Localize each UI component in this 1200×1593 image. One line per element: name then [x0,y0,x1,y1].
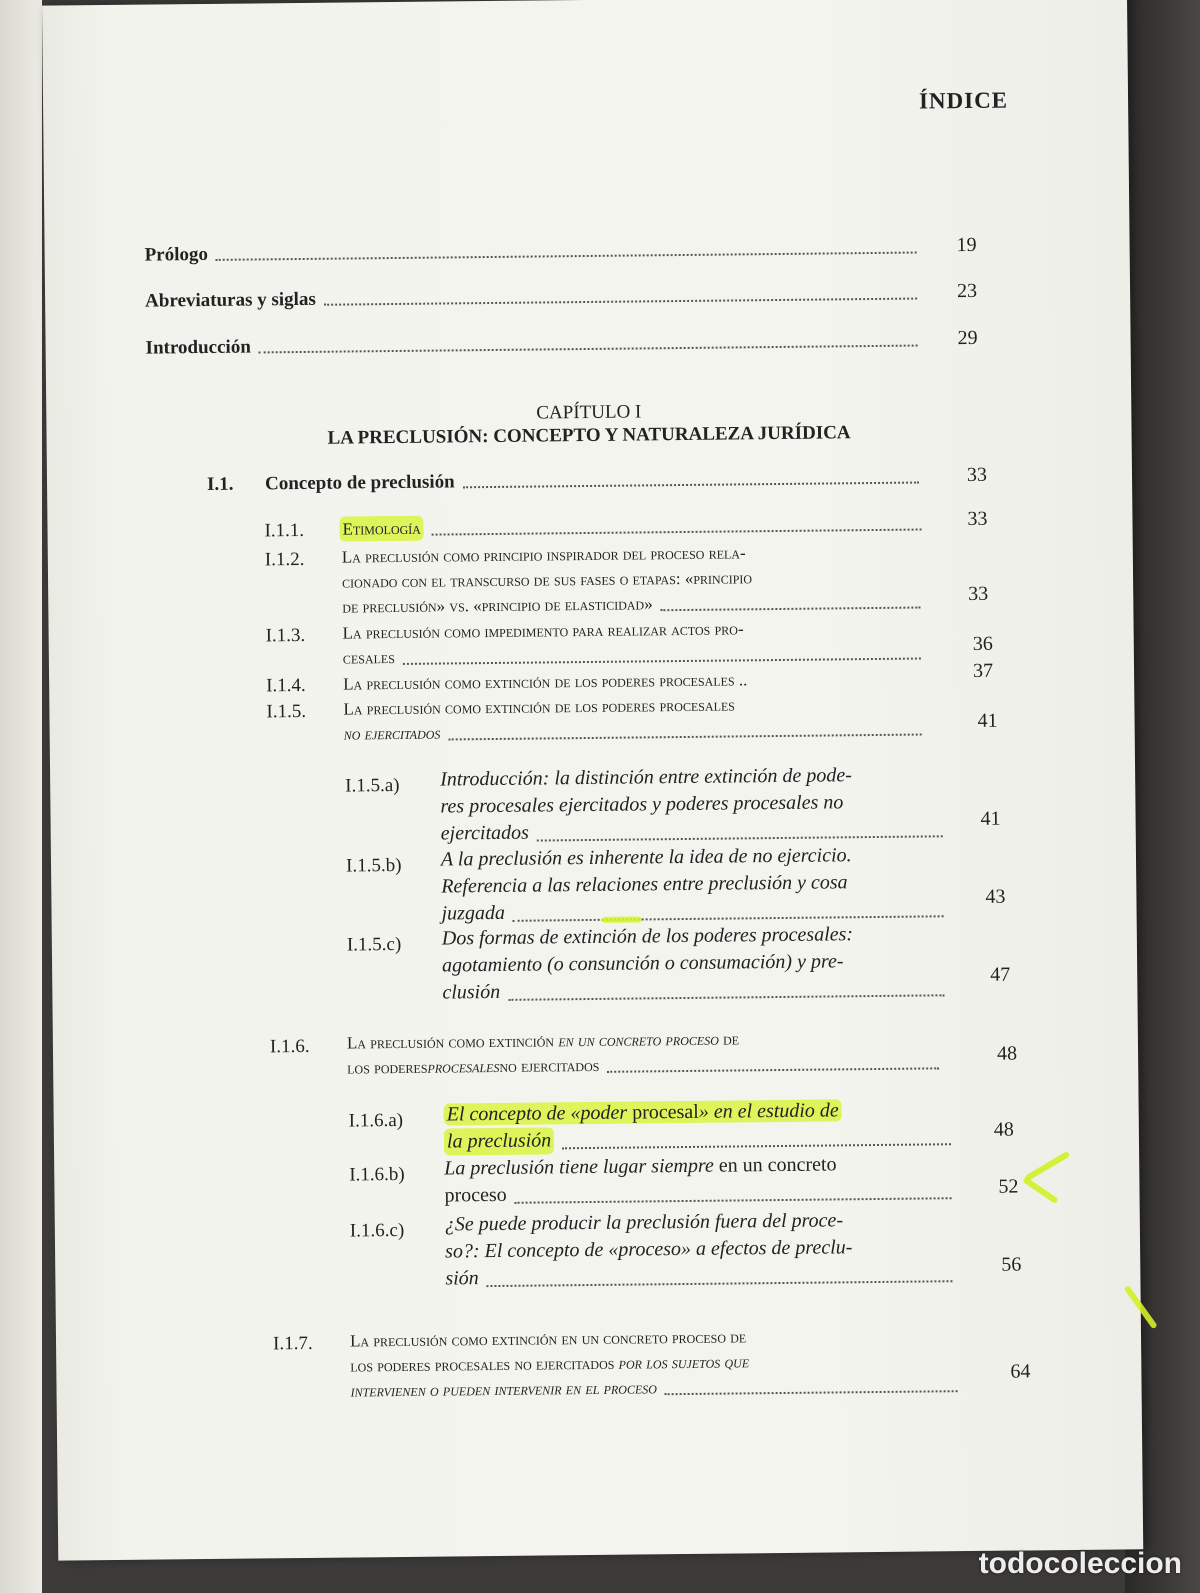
leader-dots [324,298,917,306]
toc-entry-page: 33 [968,582,989,606]
toc-section-1-1[interactable] [207,466,927,496]
leader-dots [562,1143,951,1149]
entry-line: agotamiento (o consunción o consumación) y pre- [441,950,844,977]
entry-number: I.1.5. [266,700,307,723]
toc-entry-prologo[interactable] [145,236,925,266]
section-number: I.1. [206,473,234,495]
adjacent-page-edge [0,0,42,1593]
toc-entry-page: 23 [956,279,978,303]
entry-line: Dos formas de extinción de los poderes procesales: [441,923,854,950]
entry-number: I.1.6.b) [349,1163,405,1186]
toc-entry-page: 48 [993,1118,1014,1141]
entry-line-emphasis: por los sujetos que [618,1352,750,1373]
entry-number: I.1.4. [266,674,306,697]
entry-number: I.1.5.b) [345,854,402,877]
section-label: Concepto de preclusión [264,471,455,495]
leader-dots [463,482,919,489]
entry-line: so?: El concepto de «proceso» a efectos de preclu- [444,1236,853,1263]
leader-dots [508,994,944,1001]
entry-line-part: La preclusión como extinción [346,1031,559,1053]
entry-line: La preclusión como extinción de los poderes procesales [343,695,735,719]
toc-entry-page: 33 [966,463,988,487]
leader-dots [515,1197,952,1204]
toc-entry-page: 48 [996,1042,1018,1065]
leader-dots [665,1390,958,1395]
entry-line: de preclusión» vs. «principio de elasticidad» [342,594,653,617]
toc-entry-i-1-5-b[interactable] [441,841,962,927]
toc-entry-i-1-7[interactable] [350,1322,976,1404]
toc-entry-page: 37 [972,659,994,682]
toc-entry-page: 33 [967,507,988,531]
toc-entry-page: 64 [1010,1360,1031,1383]
toc-entry-introduccion[interactable] [146,329,926,359]
entry-line-highlighted: la preclusión [444,1127,555,1155]
toc-entry-label: Abreviaturas y siglas [145,288,316,312]
toc-entry-i-1-1[interactable] [339,510,929,541]
entry-line: La preclusión como impedimento para realizar actos pro- [342,619,744,643]
entry-line: intervienen o pueden intervenir en el proceso [350,1378,658,1401]
toc-entry-page: 43 [985,885,1006,908]
leader-dots [259,345,918,354]
toc-entry-i-1-6-b[interactable] [444,1150,970,1209]
chapter-title: LA PRECLUSIÓN: CONCEPTO Y NATURALEZA JURÍDICA [327,422,851,449]
toc-entry-label: Prólogo [144,243,209,266]
toc-entry-i-1-5-c[interactable] [442,920,963,1006]
entry-number: I.1.3. [265,624,306,647]
entry-line-emphasis: procesal [632,1100,699,1124]
entry-number: I.1.5.c) [346,933,402,956]
toc-entry-page: 47 [990,963,1011,986]
entry-line-emphasis: en un concreto [718,1153,837,1177]
toc-entry-label: Introducción [145,336,251,359]
entry-line: clusión [442,980,501,1004]
highlighter-mark [1022,1177,1058,1205]
toc-entry-i-1-6[interactable] [347,1024,962,1080]
entry-line: proceso [444,1183,507,1207]
watermark-logo: todocoleccion [978,1547,1182,1580]
page-title: ÍNDICE [918,87,1009,114]
entry-line-part: los poderes procesales no ejercitados [350,1353,619,1376]
toc-entry-i-1-6-c[interactable] [445,1206,971,1292]
entry-line: cionado con el transcurso de sus fases o etapas: «principio [341,568,753,592]
entry-line: La preclusión como extinción en un concreto proceso de [349,1327,747,1351]
leader-dots [661,607,921,612]
entry-line-part: La preclusión tiene lugar siempre [444,1154,719,1180]
toc-entry-page: 29 [957,326,978,350]
entry-number: I.1.6. [269,1035,310,1058]
entry-line: ¿Se puede producir la preclusión fuera del proce- [444,1209,844,1236]
entry-line-part: no ejercitados [499,1055,600,1076]
toc-entry-i-1-2[interactable] [342,538,943,619]
toc-entry-page: 41 [977,709,998,732]
entry-line: Introducción: la distinción entre extinción de pode- [440,764,852,791]
entry-line: no ejercitados [343,723,441,744]
entry-line: sión [445,1267,479,1290]
entry-line: A la preclusión es inherente la idea de no ejercicio. [440,844,852,871]
entry-line: Referencia a las relaciones entre preclusión y cosa [441,871,848,898]
leader-dots [607,1067,939,1072]
entry-number: I.1.5.a) [345,774,400,797]
leader-dots [216,252,917,261]
toc-entry-i-1-3[interactable] [342,614,942,670]
entry-number: I.1.2. [264,548,305,571]
entry-line-emphasis: procesales [427,1056,500,1077]
highlighter-mark [1024,1151,1070,1182]
leader-dots [448,734,921,741]
entry-number: I.1.7. [272,1332,313,1355]
highlighter-mark [602,916,642,922]
entry-number: I.1.1. [264,519,305,542]
entry-line-part: El concepto de «poder [446,1101,633,1126]
entry-line: cesales [342,648,395,668]
entry-line: La preclusión como principio inspirador del proceso rela- [341,543,746,567]
leader-dots [403,658,921,665]
entry-line-highlighted [444,1099,842,1125]
toc-entry-page: 19 [956,233,977,257]
toc-entry-page: 41 [980,807,1001,830]
entry-line-part: los poderes [347,1057,428,1078]
leader-dots [537,835,943,841]
book-page [42,0,1143,1561]
leader-dots [487,1280,953,1287]
entry-line-part: de [718,1029,740,1049]
toc-entry-abreviaturas[interactable] [145,282,925,312]
entry-line: La preclusión como extinción de los poderes procesales .. [343,670,748,694]
entry-line: juzgada [441,901,506,925]
leader-dots [432,528,922,535]
chapter-number: CAPÍTULO I [536,401,642,424]
toc-entry-page: 52 [998,1175,1019,1198]
entry-number: I.1.6.c) [349,1219,405,1242]
entry-label-highlighted: Etimología [339,516,424,542]
toc-entry-i-1-5-a[interactable] [440,761,961,847]
entry-line: ejercitados [440,821,529,845]
entry-line: res procesales ejercitados y poderes procesales no [440,791,844,818]
toc-entry-page: 56 [1001,1253,1022,1276]
toc-entry-i-1-6-a[interactable] [444,1096,970,1155]
entry-number: I.1.6.a) [348,1109,404,1132]
entry-line-part: » en el estudio de [698,1099,839,1123]
toc-entry-page: 36 [972,632,993,655]
toc-entry-i-1-5[interactable] [343,690,943,746]
entry-line-emphasis: en un concreto proceso [558,1029,719,1051]
